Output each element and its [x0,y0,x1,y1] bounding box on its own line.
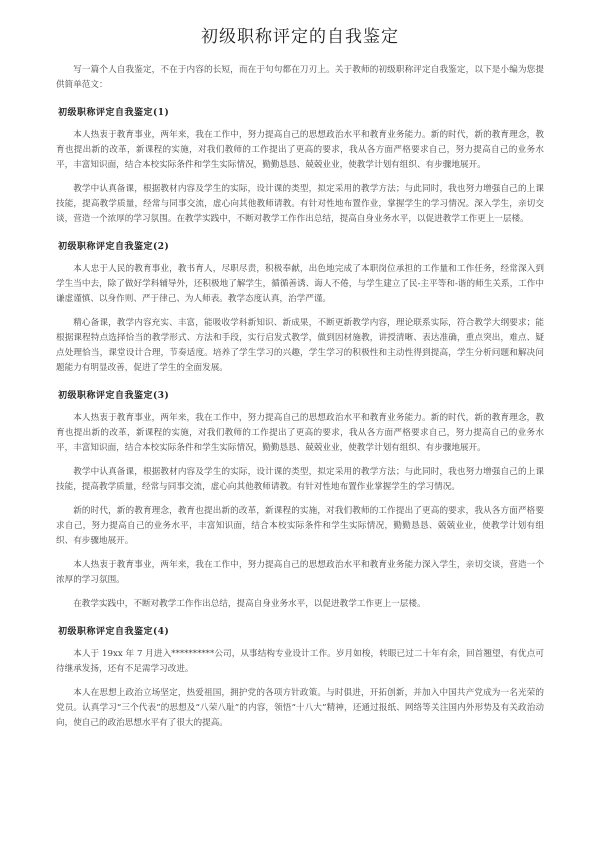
intro-paragraph: 写一篇个人自我鉴定，不在于内容的长短，而在于句句都在刀刃上。关于教师的初级职称评定自我鉴定，以下是小编为您提供简单范文： [56,65,544,90]
section-paragraph: 本人于 19xx 年 7 月进入**********公司，从事结构专业设计工作。岁月如梭，转眼已过二十年有余，回首翘望，有优点可待继承发扬，还有不足需学习改进。 [56,649,544,674]
document-title: 初级职称评定的自我鉴定 [201,27,399,47]
section-paragraph: 本人忠于人民的教育事业，教书育人，尽职尽责，积极奉献，出色地完成了本职岗位承担的工作量和工作任务，经常深入到学生当中去，除了做好学科辅导外，还积极地了解学生，循循善诱、诲人不倦，与学生建立了民-主平等和-谐的师生关系，工作中谦虚谨慎、以身作则、严于律己、为人师表。教学态度认真，治学严谨。 [56,264,544,304]
section-paragraph: 精心备课，教学内容充实、丰富，能吸收学科新知识、新成果，不断更新教学内容，理论联系实际，符合教学大纲要求；能根据课程特点选择恰当的教学形式、方法和手段，实行启发式教学，做到因材施教，讲授清晰、表达准确，重点突出，难点、疑点处理恰当，课堂设计合理，节奏适度。培养了学生学习的兴趣，学生学习的积极性和主动性得到提高，学生分析问题和解决问题能力有明显改善，促进了学生的全面发展。 [56,318,544,373]
section-paragraph: 教学中认真备课，根据教材内容及学生的实际，设计课的类型，拟定采用的教学方法；与此同时，我也努力增强自己的上课技能，提高教学质量，经常与同事交流，虚心向其他教师请教。有针对性地布置作业，掌握学生的学习情况。深入学生，亲切交谈，营造一个浓厚的学习氛围。在教学实践中，不断对教学工作作出总结，提高自身业务水平，以促进教学工作更上一层楼。 [56,184,544,224]
section-paragraph: 新的时代，新的教育理念，教育也提出新的改革，新课程的实施，对我们教师的工作提出了更高的要求，我从各方面严格要求自己，努力提高自己的业务水平，丰富知识面，结合本校实际条件和学生实际情况，勤勤恳恳、兢兢业业，使教学计划有组织、有步骤地展开。 [56,506,544,546]
section-paragraph: 本人热衷于教育事业，两年来，我在工作中，努力提高自己的思想政治水平和教育业务能力。新的时代，新的教育理念，教育也提出新的改革，新课程的实施，对我们教师的工作提出了更高的要求，我从各方面严格要求自己，努力提高自己的业务水平，丰富知识面，结合本校实际条件和学生实际情况，勤勤恳恳、兢兢业业，使教学计划有组织、有步骤地展开。 [56,413,544,453]
section-heading: 初级职称评定自我鉴定(3) [58,391,170,401]
section-paragraph: 在教学实践中，不断对教学工作作出总结，提高自身业务水平，以促进教学工作更上一层楼。 [73,599,426,609]
section-paragraph: 本人热衷于教育事业，两年来，我在工作中，努力提高自己的思想政治水平和教育业务能力深入学生，亲切交谈，营造一个浓厚的学习氛围。 [56,560,544,585]
section-paragraph: 本人热衷于教育事业，两年来，我在工作中，努力提高自己的思想政治水平和教育业务能力。新的时代，新的教育理念，教育也提出新的改革，新课程的实施，对我们教师的工作提出了更高的要求，我从各方面严格要求自己，努力提高自己的业务水平，丰富知识面，结合本校实际条件和学生实际情况，勤勤恳恳、兢兢业业，使教学计划有组织、有步骤地展开。 [56,130,544,170]
section-heading: 初级职称评定自我鉴定(2) [58,242,170,252]
section-2 [56,239,544,376]
section-paragraph: 教学中认真备课，根据教材内容及学生的实际，设计课的类型，拟定采用的教学方法；与此同时，我也努力增强自己的上课技能，提高教学质量，经常与同事交流，虚心向其他教师请教。有针对性地布置作业掌握学生的学习情况。 [56,467,544,492]
section-heading: 初级职称评定自我鉴定(4) [58,627,170,637]
section-paragraph: 本人在思想上政治立场坚定，热爱祖国，拥护党的各项方针政策。与时俱进，开拓创新，并加入中国共产党成为一名光荣的党员。认真学习“三个代表”的思想及“八荣八耻”的内容，领悟“十八大”精神，还通过报纸、网络等关注国内外形势及有关政治动向，使自己的政治思想水平有了很大的提高。 [56,688,544,728]
section-heading: 初级职称评定自我鉴定(1) [58,108,170,118]
section-1 [56,105,544,227]
section-4 [56,624,544,731]
section-3 [56,388,544,612]
